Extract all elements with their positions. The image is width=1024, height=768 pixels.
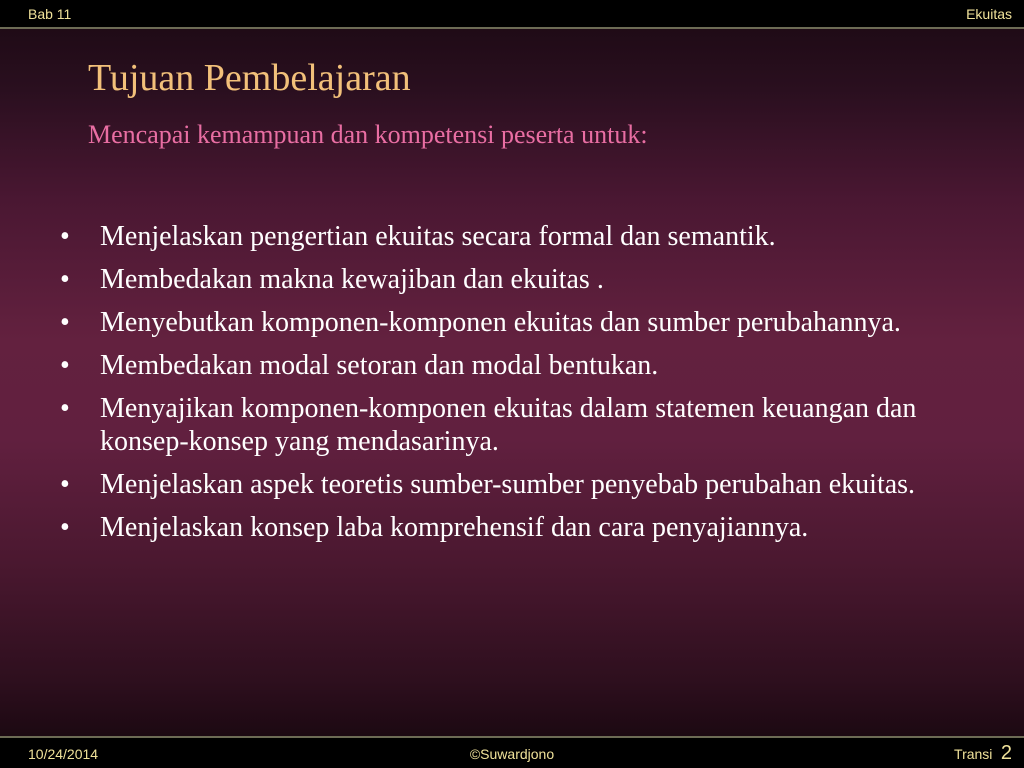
bullet-text: Menyebutkan komponen-komponen ekuitas dan sumber perubahannya. bbox=[100, 307, 901, 338]
chapter-label: Bab 11 bbox=[28, 6, 72, 22]
bullet-text: Menjelaskan aspek teoretis sumber-sumber penyebab perubahan ekuitas. bbox=[100, 469, 916, 500]
footer-bar bbox=[0, 736, 1024, 768]
footer-page-info bbox=[954, 742, 1012, 765]
slide-title: Tujuan Pembelajaran bbox=[88, 57, 411, 99]
bullet-item bbox=[58, 220, 988, 253]
footer-copyright: ©Suwardjono bbox=[469, 746, 555, 762]
page-number: 2 bbox=[1000, 742, 1012, 764]
bullet-marker: • bbox=[60, 221, 70, 252]
topic-label: Ekuitas bbox=[966, 6, 1012, 22]
bullet-item bbox=[58, 392, 988, 458]
bullet-item bbox=[58, 306, 988, 339]
bullet-text: Membedakan makna kewajiban dan ekuitas . bbox=[100, 264, 604, 295]
bullet-item bbox=[58, 349, 988, 382]
bullet-marker: • bbox=[60, 350, 70, 381]
bullet-text: Menjelaskan pengertian ekuitas secara formal dan semantik. bbox=[100, 221, 776, 252]
slide-subtitle: Mencapai kemampuan dan kompetensi peserta untuk: bbox=[88, 120, 648, 149]
bullet-marker: • bbox=[60, 264, 70, 295]
transi-label: Transi bbox=[954, 746, 993, 762]
bullet-marker: • bbox=[60, 512, 70, 543]
bullet-item bbox=[58, 511, 988, 544]
bullet-text: Menyajikan komponen-komponen ekuitas dalam statemen keuangan dan konsep-konsep yang mendasarinya. bbox=[100, 393, 917, 457]
bullet-list bbox=[58, 220, 988, 554]
bullet-text: Membedakan modal setoran dan modal bentukan. bbox=[100, 350, 659, 381]
footer-date: 10/24/2014 bbox=[28, 746, 99, 762]
bullet-marker: • bbox=[60, 307, 70, 338]
header-bar bbox=[0, 0, 1024, 29]
bullet-item bbox=[58, 468, 988, 501]
bullet-text: Menjelaskan konsep laba komprehensif dan cara penyajiannya. bbox=[100, 512, 809, 543]
bullet-item bbox=[58, 263, 988, 296]
bullet-marker: • bbox=[60, 393, 70, 424]
bullet-marker: • bbox=[60, 469, 70, 500]
